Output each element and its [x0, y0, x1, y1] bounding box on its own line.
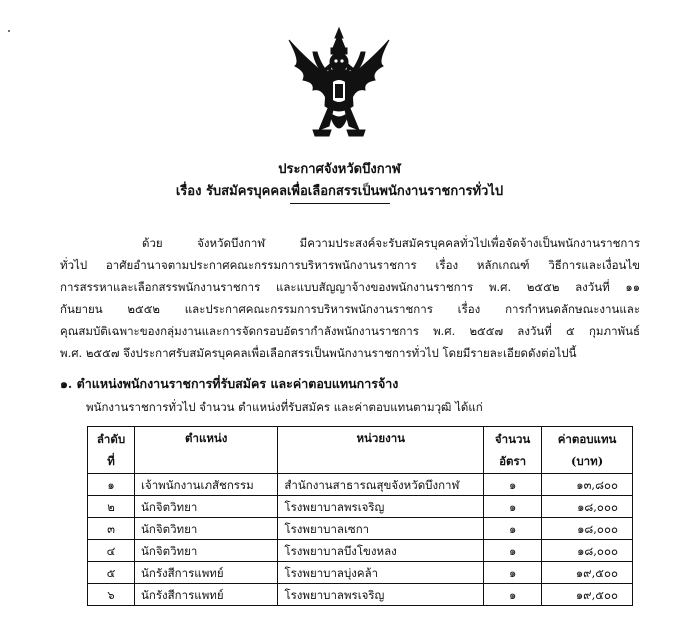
header-unit-label: หน่วยงาน — [356, 431, 406, 445]
announcement-title: ประกาศจังหวัดบึงกาฬ — [278, 162, 401, 177]
header-position — [135, 427, 278, 474]
cell-count: ๑ — [484, 518, 542, 540]
cell-no: ๕ — [88, 562, 135, 584]
cell-no: ๑ — [88, 474, 135, 496]
cell-pay: ๑๘,๐๐๐ — [542, 518, 633, 540]
header-no — [88, 427, 135, 474]
section-subtext: พนักงานราชการทั่วไป จำนวน ตำแหน่งที่รับสมัคร และค่าตอบแทนตามวุฒิ ได้แก่ — [86, 400, 483, 414]
header-position-label: ตำแหน่ง — [185, 431, 228, 445]
header-pay-line2: (บาท) — [570, 454, 604, 468]
header-no-line2: ที่ — [107, 454, 115, 468]
table-row — [88, 562, 633, 584]
cell-no: ๖ — [88, 584, 135, 606]
header-count-line2: อัตรา — [499, 454, 527, 468]
cell-position: นักรังสีการแพทย์ — [135, 562, 278, 584]
cell-pay: ๑๘,๐๐๐ — [542, 496, 633, 518]
cell-pay: ๑๘,๐๐๐ — [542, 540, 633, 562]
intro-paragraph — [60, 232, 640, 364]
table-row — [88, 584, 633, 606]
announcement-subject: เรื่อง รับสมัครบุคคลเพื่อเลือกสรรเป็นพนักงานราชการทั่วไป — [175, 184, 504, 199]
title-underline — [290, 203, 390, 204]
cell-count: ๑ — [484, 540, 542, 562]
intro-line: กันยายน ๒๕๕๒ และประกาศคณะกรรมการบริหารพนักงานราชการ เรื่อง การกำหนดลักษณะงานและ — [60, 302, 640, 316]
section-heading: ๑. ตำแหน่งพนักงานราชการที่รับสมัคร และค่าตอบแทนการจ้าง — [60, 376, 399, 391]
header-count — [484, 427, 542, 474]
scan-speck — [8, 30, 10, 32]
table-header-row — [88, 427, 633, 474]
cell-position: นักรังสีการแพทย์ — [135, 584, 278, 606]
cell-count: ๑ — [484, 474, 542, 496]
cell-unit: โรงพยาบาลบึงโขงหลง — [278, 540, 484, 562]
cell-position: เจ้าพนักงานเภสัชกรรม — [135, 474, 278, 496]
intro-line: พ.ศ. ๒๕๕๗ จึงประกาศรับสมัครบุคคลเพื่อเลือกสรรเป็นพนักงานราชการทั่วไป โดยมีรายละเอียดดังต่อไปนี้ — [60, 346, 577, 360]
cell-position: นักจิตวิทยา — [135, 540, 278, 562]
header-pay-line1: ค่าตอบแทน — [557, 432, 617, 446]
cell-position: นักจิตวิทยา — [135, 496, 278, 518]
cell-count: ๑ — [484, 496, 542, 518]
cell-pay: ๑๙,๕๐๐ — [542, 562, 633, 584]
cell-unit: โรงพยาบาลบุ่งคล้า — [278, 562, 484, 584]
garuda-emblem-icon — [283, 26, 395, 144]
table-row — [88, 540, 633, 562]
header-unit — [278, 427, 484, 474]
intro-line: ด้วย จังหวัดบึงกาฬ มีความประสงค์จะรับสมัครบุคคลทั่วไปเพื่อจัดจ้างเป็นพนักงานราชการ — [142, 236, 640, 250]
table-row — [88, 474, 633, 496]
cell-count: ๑ — [484, 562, 542, 584]
cell-position: นักจิตวิทยา — [135, 518, 278, 540]
table-row — [88, 496, 633, 518]
cell-no: ๔ — [88, 540, 135, 562]
intro-line: การสรรหาและเลือกสรรพนักงานราชการ และแบบสัญญาจ้างของพนักงานราชการ พ.ศ. ๒๕๕๒ ลงวันที่ ๑๑ — [60, 280, 640, 294]
header-no-line1: ลำดับ — [96, 432, 126, 446]
cell-unit: โรงพยาบาลพรเจริญ — [278, 496, 484, 518]
cell-no: ๒ — [88, 496, 135, 518]
cell-no: ๓ — [88, 518, 135, 540]
intro-line: คุณสมบัติเฉพาะของกลุ่มงานและการจัดกรอบอัตรากำลังพนักงานราชการ พ.ศ. ๒๕๕๗ ลงวันที่ ๕ กุมภาพันธ์ — [60, 324, 640, 338]
cell-unit: โรงพยาบาลเซกา — [278, 518, 484, 540]
cell-pay: ๑๙,๕๐๐ — [542, 584, 633, 606]
header-count-line1: จำนวน — [494, 432, 531, 446]
table-row — [88, 518, 633, 540]
cell-count: ๑ — [484, 584, 542, 606]
intro-line: ทั่วไป อาศัยอำนาจตามประกาศคณะกรรมการบริหารพนักงานราชการ เรื่อง หลักเกณฑ์ วิธีการและเงื่อนไข — [60, 258, 640, 272]
cell-pay: ๑๓,๘๐๐ — [542, 474, 633, 496]
cell-unit: โรงพยาบาลพรเจริญ — [278, 584, 484, 606]
cell-unit: สำนักงานสาธารณสุขจังหวัดบึงกาฬ — [278, 474, 484, 496]
header-pay — [542, 427, 633, 474]
positions-table — [87, 426, 633, 606]
